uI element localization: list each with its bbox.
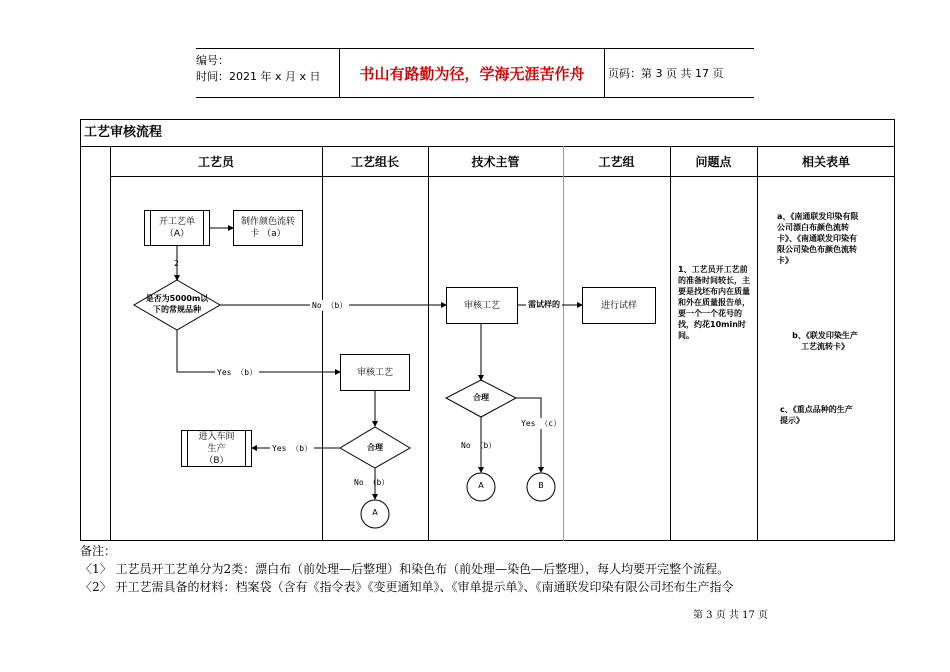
node-label: 进入车间 生产 （B） xyxy=(198,431,235,466)
connector-a1-label: A xyxy=(372,508,378,517)
col-header-group-leader: 工艺组长 xyxy=(350,154,399,169)
form-a: a、《南通联发印染有限公司漂白布颜色流转卡》、《南通联发印染有限公司染色布颜色流转卡》 xyxy=(777,212,859,265)
page-label: 页码：第 3 页 共 17 页 xyxy=(608,67,724,80)
edge-label-two: 2 xyxy=(174,259,179,268)
number-label: 编号： xyxy=(196,54,229,67)
connector-a2-label: A xyxy=(478,481,484,490)
col-header-process-group: 工艺组 xyxy=(598,154,635,169)
notes-line-1: 〈1〉 工艺员开工艺单分为2类：漂白布（前处理—后整理）和染色布（前处理—染色—后整理），每人均要开完整个流程。 xyxy=(80,562,730,576)
node-label: 进行试样 xyxy=(600,300,637,311)
col-header-forms: 相关表单 xyxy=(801,154,850,169)
node-label: 开工艺单 （A） xyxy=(158,217,195,239)
edge-label-no-b: No （b） xyxy=(312,301,348,310)
node-label: 制作颜色流转 卡 （a） xyxy=(240,217,295,239)
enter-workshop-node xyxy=(181,430,252,467)
node-label: 审核工艺 xyxy=(463,300,500,311)
trial-sample-node xyxy=(582,287,656,324)
notes-heading: 备注： xyxy=(80,544,117,558)
leader-reasonable-label: 合理 xyxy=(367,443,383,452)
col-header-tech-supervisor: 技术主管 xyxy=(471,154,520,169)
notes-line-2: 〈2〉 开工艺需具备的材料：档案袋（含有《指令表》《变更通知单》、《审单提示单》、《南通联发印染有限公司坯布生产指令 xyxy=(80,580,734,594)
make-color-card-node xyxy=(233,210,303,246)
time-label: 时间：2021 年 x 月 x 日 xyxy=(196,70,321,83)
col-header-process-staff: 工艺员 xyxy=(197,154,234,169)
edge-label-yes-workshop: Yes （b） xyxy=(272,444,313,453)
form-c: c、《重点品种的生产提示》 xyxy=(780,405,853,425)
issue-text: 1、工艺员开工艺前的准备时间较长，主要是找坯布内在质量和外在质量报告单，要一个一个花号的找，约花10min时间。 xyxy=(678,265,750,340)
leader-review-node xyxy=(340,354,410,391)
edge-label-no-leader: No （b） xyxy=(354,478,390,487)
notes xyxy=(80,542,733,596)
motto: 书山有路勤为径，学海无涯苦作舟 xyxy=(359,64,585,83)
edge-label-no-tech: No （b） xyxy=(461,441,497,450)
decision-main-label: 是否为5000m以 下的常规品种 xyxy=(145,294,209,314)
form-b: b、《联发印染生产工艺流转卡》 xyxy=(792,331,858,351)
connector-b-label: B xyxy=(538,481,544,490)
tech-review-node xyxy=(446,287,518,324)
page-footer: 第 3 页 共 17 页 xyxy=(693,610,768,621)
edge-label-need-sample: 需试样的 xyxy=(528,300,560,309)
node-label: 审核工艺 xyxy=(356,367,393,378)
edge-label-yes-b: Yes （b） xyxy=(217,368,258,377)
col-header-issues: 问题点 xyxy=(695,154,732,169)
tech-reasonable-label: 合理 xyxy=(473,393,489,402)
flowchart-title: 工艺审核流程 xyxy=(84,125,163,140)
start-process-sheet-node xyxy=(144,210,210,246)
edge-label-yes-c: Yes （c） xyxy=(521,419,562,428)
